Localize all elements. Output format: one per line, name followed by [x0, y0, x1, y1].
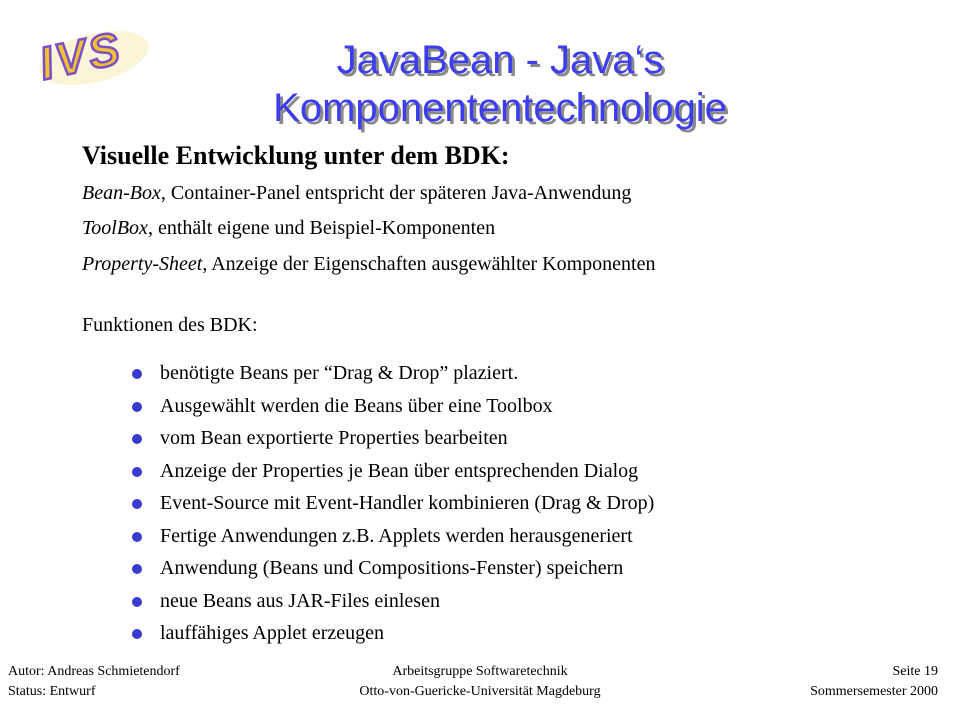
- bullet-dot-icon: [132, 434, 142, 444]
- list-item-text: Anzeige der Properties je Bean über entsprechenden Dialog: [160, 459, 639, 482]
- list-item-text: benötigte Beans per “Drag & Drop” plaziert.: [160, 362, 519, 384]
- description-bean-box: [82, 182, 631, 205]
- functions-label: Funktionen des BDK:: [82, 314, 258, 336]
- footer-right: [810, 662, 938, 702]
- footer-author: Autor: Andreas Schmietendorf: [8, 664, 180, 679]
- section-heading: Visuelle Entwicklung unter dem BDK:: [82, 141, 510, 170]
- list-item: [130, 487, 654, 520]
- bullet-dot-icon: [132, 532, 142, 542]
- term-toolbox: ToolBox: [82, 217, 148, 239]
- list-item: [130, 422, 654, 455]
- footer-university: Otto-von-Guericke-Universität Magdeburg: [359, 684, 601, 699]
- bullet-dot-icon: [132, 467, 142, 477]
- list-item: [130, 390, 654, 423]
- footer-semester: Sommersemester 2000: [810, 684, 938, 699]
- footer-left: [8, 662, 180, 702]
- list-item: [130, 357, 654, 390]
- bullet-dot-icon: [132, 597, 142, 607]
- bullet-dot-icon: [132, 629, 142, 639]
- list-item: [130, 455, 654, 488]
- bullet-dot-icon: [132, 402, 142, 412]
- description-toolbox: [82, 217, 495, 240]
- title-line-2: Komponententechnologie: [273, 86, 727, 130]
- list-item: [130, 585, 654, 618]
- list-item-text: neue Beans aus JAR-Files einlesen: [160, 589, 440, 612]
- footer-group: Arbeitsgruppe Softwaretechnik: [392, 664, 568, 679]
- bullet-dot-icon: [132, 499, 142, 509]
- list-item: [130, 552, 654, 585]
- title-line-1: JavaBean - Java‘s: [336, 38, 664, 82]
- list-item-text: Fertige Anwendungen z.B. Applets werden herausgeneriert: [160, 524, 633, 547]
- footer-page-number: Seite 19: [892, 664, 938, 679]
- list-item-text: lauffähiges Applet erzeugen: [160, 622, 384, 644]
- description-property-sheet: [82, 253, 656, 276]
- desc-property-sheet: , Anzeige der Eigenschaften ausgewählter Komponenten: [202, 253, 656, 275]
- ivs-logo-text: IVS: [34, 21, 127, 90]
- desc-bean-box: , Container-Panel entspricht der späteren Java-Anwendung: [160, 182, 632, 204]
- term-bean-box: Bean-Box: [82, 182, 161, 204]
- list-item: [130, 520, 654, 553]
- functions-list: [130, 357, 654, 650]
- list-item: [130, 617, 654, 650]
- list-item-text: Ausgewählt werden die Beans über eine Toolbox: [160, 394, 553, 417]
- term-property-sheet: Property-Sheet: [82, 253, 203, 275]
- ivs-logo: [28, 18, 156, 92]
- desc-toolbox: , enthält eigene und Beispiel-Komponenten: [147, 217, 496, 239]
- footer-center: [280, 662, 680, 702]
- bullet-dot-icon: [132, 369, 142, 379]
- footer-status: Status: Entwurf: [8, 684, 96, 699]
- list-item-text: Anwendung (Beans und Compositions-Fenster) speichern: [160, 557, 624, 579]
- list-item-text: Event-Source mit Event-Handler kombinieren (Drag & Drop): [160, 492, 655, 514]
- bullet-dot-icon: [132, 564, 142, 574]
- list-item-text: vom Bean exportierte Properties bearbeiten: [160, 427, 508, 449]
- slide-title: [180, 36, 820, 132]
